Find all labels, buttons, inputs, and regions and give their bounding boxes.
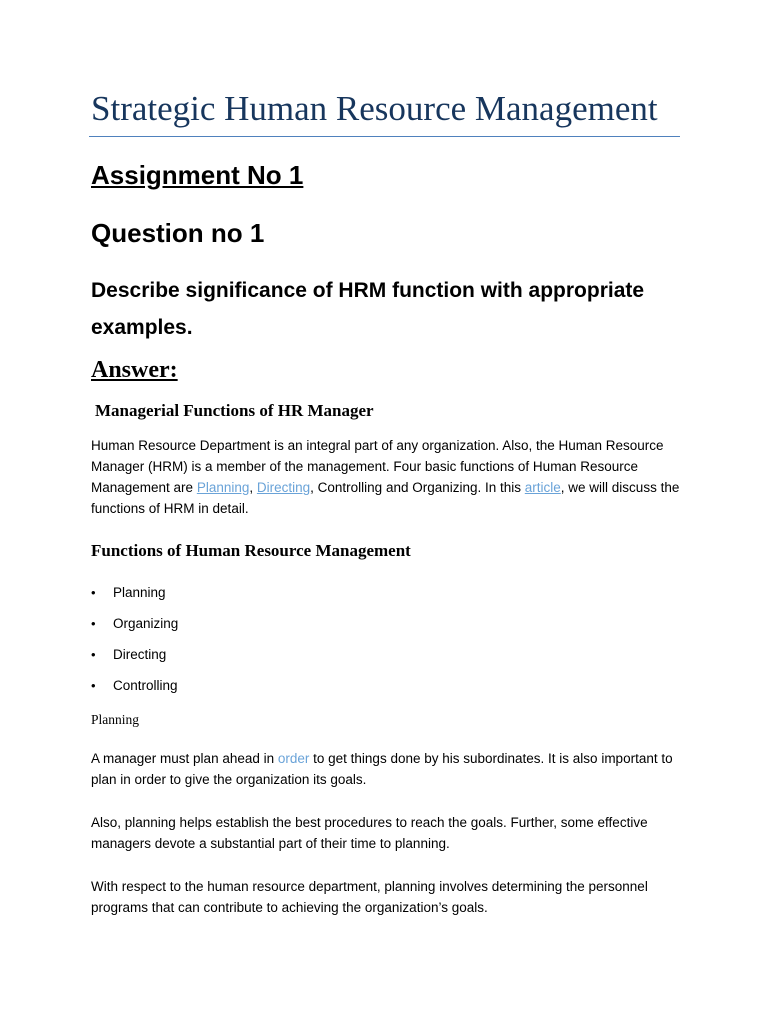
question-text: Describe significance of HRM function with appropriate examples. — [91, 279, 645, 339]
list-item — [91, 644, 178, 675]
list-item — [91, 675, 178, 706]
intro-text-part1: Human Resource Department is an integral part of any organization. Also, the Human Resource Manager (HRM) is a member of the management. Four basic functions of Human Resource Management are — [91, 438, 664, 495]
bullet-icon: • — [91, 647, 96, 662]
planning-link[interactable]: Planning — [196, 480, 250, 495]
list-item — [91, 613, 178, 644]
planning-p1-part2: to get things done by his subordinates. It is also important to plan in order to give the organization its goals. — [91, 751, 673, 787]
answer-heading: Answer: — [91, 357, 178, 383]
intro-paragraph — [91, 435, 691, 519]
functions-list — [91, 582, 178, 706]
bullet-icon: • — [91, 678, 96, 693]
planning-subheading: Planning — [91, 712, 140, 727]
title-underline-rule — [89, 136, 680, 137]
question-heading: Question no 1 — [91, 218, 265, 248]
intro-separator: , — [249, 480, 257, 495]
functions-heading: Functions of Human Resource Management — [91, 541, 411, 560]
order-link[interactable]: order — [277, 751, 310, 766]
intro-text-part3: , we will discuss the functions of HRM in detail. — [91, 480, 680, 516]
list-item-label: Organizing — [113, 616, 179, 631]
planning-paragraph-2: Also, planning helps establish the best procedures to reach the goals. Further, some effective managers devote a substantial part of their time to planning. — [91, 815, 648, 851]
document-title: Strategic Human Resource Management — [91, 89, 658, 128]
assignment-heading: Assignment No 1 — [91, 160, 304, 190]
planning-p1-part1: A manager must plan ahead in — [91, 751, 278, 766]
list-item-label: Directing — [113, 647, 167, 662]
list-item-label: Controlling — [113, 678, 178, 693]
planning-paragraph-1 — [91, 748, 691, 790]
bullet-icon: • — [91, 616, 96, 631]
list-item-label: Planning — [113, 585, 166, 600]
planning-paragraph-3: With respect to the human resource department, planning involves determining the personnel programs that can contribute to achieving the organization’s goals. — [91, 879, 648, 915]
directing-link[interactable]: Directing — [256, 480, 311, 495]
bullet-icon: • — [91, 585, 96, 600]
list-item — [91, 582, 178, 613]
article-link[interactable]: article — [524, 480, 561, 495]
managerial-functions-heading: Managerial Functions of HR Manager — [95, 401, 374, 420]
intro-text-part2: , Controlling and Organizing. In this — [310, 480, 525, 495]
